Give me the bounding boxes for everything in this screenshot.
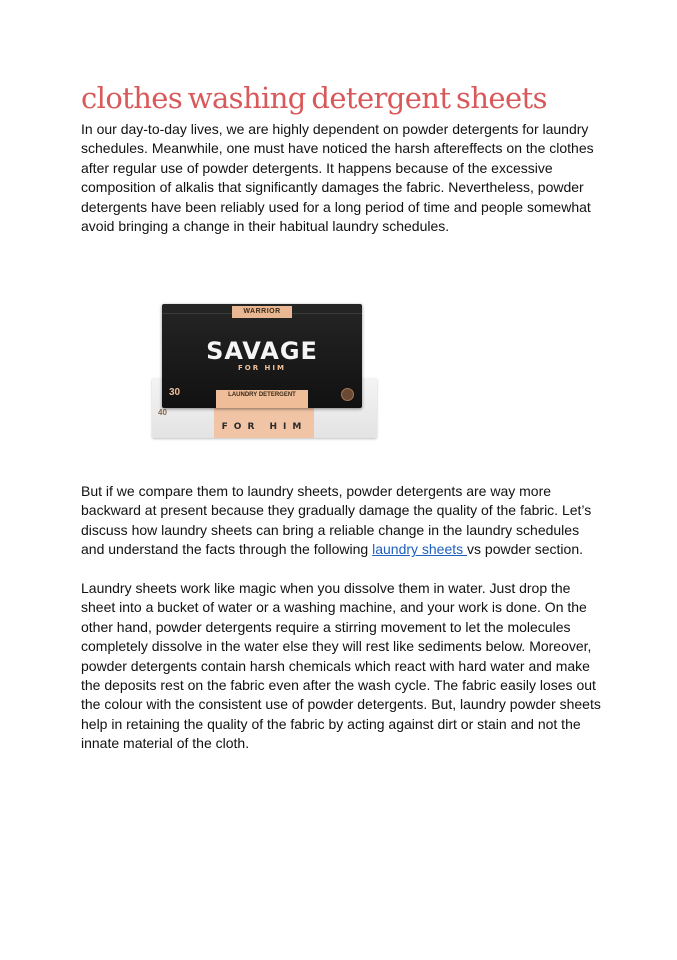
page-title: clothes washing detergent sheets bbox=[81, 81, 547, 115]
seal-icon bbox=[341, 388, 354, 401]
box-front-brand: SAVAGE bbox=[206, 337, 318, 365]
comparison-text-start: But if we compare them to laundry sheets, powder detergents are way more backward at present because they gradually damage the quality of the fabric. Let’s discuss how laundry sheets can bring a reliable change in the laundry schedules and understand the facts through the following bbox=[81, 483, 592, 558]
box-back-brand-text: FOR HIM bbox=[221, 422, 308, 432]
laundry-detergent-box-front bbox=[162, 304, 362, 408]
comparison-text-end: vs powder section. bbox=[467, 541, 583, 558]
box-front-count: 30 bbox=[169, 387, 181, 398]
dissolving-paragraph: Laundry sheets work like magic when you dissolve them in water. Just drop the sheet into a bucket of water or a washing machine, and your work is done. On the other hand, powder detergents require a stirring movement to let the molecules completely dissolve in the water else they will rest like sediments below. Moreover, powder detergents contain harsh chemicals which react with hard water and make the deposits rest on the fabric even after the wash cycle. The fabric easily loses out the colour with the consistent use of powder detergents. But, laundry powder sheets help in retaining the quality of the fabric by acting against dirt or stain and not the innate material of the cloth. bbox=[81, 580, 601, 752]
intro-paragraph: In our day-to-day lives, we are highly dependent on powder detergents for laundry schedules. Meanwhile, one must have noticed the harsh aftereffects on the clothes after regular use of powder detergents. It happens because of the excessive composition of alkalis that significantly damages the fabric. Nevertheless, powder detergents have been reliably used for a long period of time and people somewhat avoid bringing a change in their habitual laundry schedules. bbox=[81, 121, 594, 235]
box-front-tag: WARRIOR bbox=[232, 306, 292, 318]
box-front-label-band: LAUNDRY DETERGENT bbox=[216, 390, 308, 408]
product-image bbox=[148, 300, 380, 442]
box-back-count: 40 bbox=[158, 408, 167, 417]
comparison-paragraph bbox=[81, 482, 601, 560]
laundry-sheets-link[interactable]: laundry sheets bbox=[372, 541, 468, 558]
box-front-subbrand: FOR HIM bbox=[238, 364, 286, 372]
